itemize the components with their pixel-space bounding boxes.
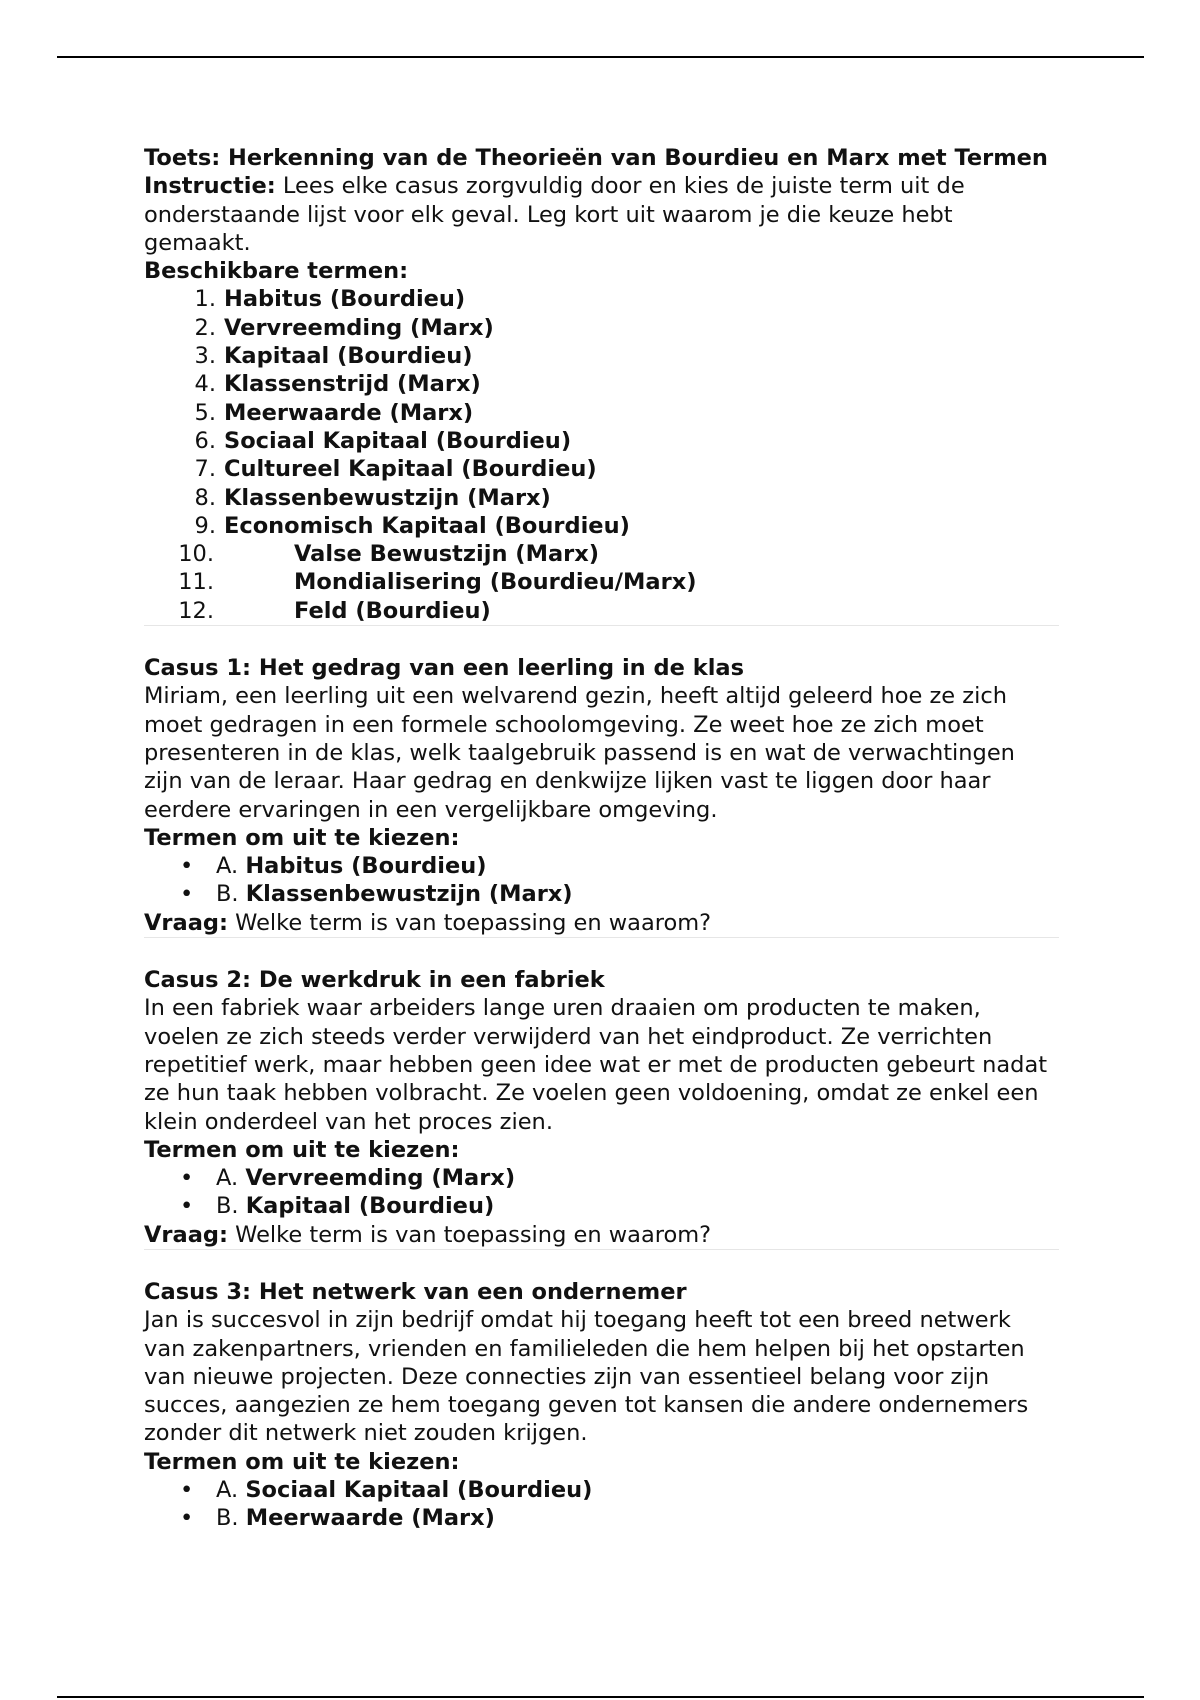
term-label: Sociaal Kapitaal (Bourdieu) — [224, 427, 572, 454]
term-label: Feld (Bourdieu) — [294, 597, 491, 624]
case-heading: Casus 1: Het gedrag van een leerling in de klas — [144, 655, 744, 682]
choices-heading: Termen om uit te kiezen: — [144, 1136, 460, 1163]
term-number: 11. — [178, 569, 214, 596]
case-question — [144, 909, 1059, 937]
term-label: Cultureel Kapitaal (Bourdieu) — [224, 456, 597, 483]
document-body — [144, 144, 1059, 1533]
terms-list — [144, 285, 1059, 625]
bullet-icon: • — [180, 1477, 194, 1504]
section-gap — [144, 1250, 1059, 1278]
term-number: 10. — [178, 541, 214, 568]
question-label: Vraag: — [144, 1221, 228, 1248]
bullet-icon: • — [180, 853, 194, 880]
case-heading: Casus 2: De werkdruk in een fabriek — [144, 967, 605, 994]
case-heading: Casus 3: Het netwerk van een ondernemer — [144, 1278, 687, 1305]
bullet-icon: • — [180, 1193, 194, 1220]
term-number: 5. — [194, 399, 216, 426]
question-text: Welke term is van toepassing en waarom? — [227, 909, 712, 936]
page-bottom-rule — [57, 1696, 1144, 1698]
document-title: Toets: Herkenning van de Theorieën van Bourdieu en Marx met Termen — [144, 145, 1048, 171]
choice-item — [144, 880, 1059, 908]
term-label: Economisch Kapitaal (Bourdieu) — [224, 512, 630, 539]
case-3 — [144, 1278, 1059, 1533]
choice-letter: A. — [216, 1477, 246, 1504]
choices-list — [144, 1164, 1059, 1221]
term-label: Mondialisering (Bourdieu/Marx) — [294, 569, 697, 596]
terms-list-item — [144, 568, 1059, 596]
case-body: Jan is succesvol in zijn bedrijf omdat hij toegang heeft tot een breed netwerk van zakenpartners, vrienden en familieleden die hem helpen bij het opstarten van nieuwe projecten. Deze connecties zijn van essentieel belang voor zijn succes, aangezien ze hem toegang geven tot kansen die andere ondernemers zonder dit netwerk niet zouden krijgen. — [144, 1307, 1029, 1447]
choice-letter: B. — [216, 1193, 246, 1220]
choice-item — [144, 1164, 1059, 1192]
case-1 — [144, 654, 1059, 937]
term-label: Habitus (Bourdieu) — [224, 286, 466, 313]
choice-label: Vervreemding (Marx) — [245, 1165, 516, 1192]
term-label: Vervreemding (Marx) — [224, 314, 494, 341]
term-number: 1. — [194, 286, 216, 313]
term-label: Klassenstrijd (Marx) — [224, 371, 481, 398]
choices-heading: Termen om uit te kiezen: — [144, 1448, 460, 1475]
term-number: 2. — [194, 314, 216, 341]
choice-letter: A. — [216, 853, 246, 880]
instruction-text: Lees elke casus zorgvuldig door en kies de juiste term uit de onderstaande lijst voor elk geval. Leg kort uit waarom je die keuze hebt gemaakt. — [144, 173, 965, 256]
choice-label: Sociaal Kapitaal (Bourdieu) — [245, 1477, 593, 1504]
term-label: Valse Bewustzijn (Marx) — [294, 541, 600, 568]
bullet-icon: • — [180, 1505, 194, 1532]
term-label: Kapitaal (Bourdieu) — [224, 343, 473, 370]
term-label: Klassenbewustzijn (Marx) — [224, 484, 551, 511]
instruction-paragraph — [144, 172, 1059, 257]
choice-label: Kapitaal (Bourdieu) — [245, 1193, 495, 1220]
section-gap — [144, 938, 1059, 966]
terms-list-item — [144, 314, 1059, 342]
terms-list-item — [144, 512, 1059, 540]
terms-list-item — [144, 427, 1059, 455]
choices-list — [144, 1476, 1059, 1533]
section-gap — [144, 626, 1059, 654]
term-label: Meerwaarde (Marx) — [224, 399, 474, 426]
choice-label: Meerwaarde (Marx) — [245, 1505, 495, 1532]
terms-list-item — [144, 399, 1059, 427]
choice-label: Klassenbewustzijn (Marx) — [245, 881, 573, 908]
choice-letter: B. — [216, 881, 246, 908]
bullet-icon: • — [180, 881, 194, 908]
choice-letter: B. — [216, 1505, 246, 1532]
question-label: Vraag: — [144, 909, 228, 936]
terms-list-item — [144, 597, 1059, 625]
term-number: 4. — [194, 371, 216, 398]
term-number: 12. — [178, 597, 214, 624]
case-body: Miriam, een leerling uit een welvarend gezin, heeft altijd geleerd hoe ze zich moet gedragen in een formele schoolomgeving. Ze weet hoe ze zich moet presenteren in de klas, welk taalgebruik passend is en wat de verwachtingen zijn van de leraar. Haar gedrag en denkwijze lijken vast te liggen door haar eerdere ervaringen in een vergelijkbare omgeving. — [144, 683, 1015, 823]
case-question — [144, 1221, 1059, 1249]
term-number: 6. — [194, 427, 216, 454]
term-number: 8. — [194, 484, 216, 511]
terms-heading: Beschikbare termen: — [144, 258, 409, 285]
case-2 — [144, 966, 1059, 1249]
choices-list — [144, 852, 1059, 909]
page-top-rule — [57, 56, 1144, 58]
terms-list-item — [144, 455, 1059, 483]
term-number: 3. — [194, 343, 216, 370]
terms-list-item — [144, 370, 1059, 398]
choice-label: Habitus (Bourdieu) — [245, 853, 487, 880]
choice-item — [144, 1476, 1059, 1504]
choice-item — [144, 1504, 1059, 1532]
choice-letter: A. — [216, 1165, 246, 1192]
term-number: 7. — [194, 456, 216, 483]
choices-heading: Termen om uit te kiezen: — [144, 824, 460, 851]
choice-item — [144, 1192, 1059, 1220]
terms-list-item — [144, 540, 1059, 568]
terms-list-item — [144, 342, 1059, 370]
case-body: In een fabriek waar arbeiders lange uren draaien om producten te maken, voelen ze zich steeds verder verwijderd van het eindproduct. Ze verrichten repetitief werk, maar hebben geen idee wat er met de producten gebeurt nadat ze hun taak hebben volbracht. Ze voelen geen voldoening, omdat ze enkel een klein onderdeel van het proces zien. — [144, 995, 1048, 1135]
choice-item — [144, 852, 1059, 880]
question-text: Welke term is van toepassing en waarom? — [227, 1221, 712, 1248]
terms-list-item — [144, 484, 1059, 512]
terms-list-item — [144, 285, 1059, 313]
bullet-icon: • — [180, 1165, 194, 1192]
term-number: 9. — [194, 512, 216, 539]
instruction-label: Instructie: — [144, 173, 276, 200]
